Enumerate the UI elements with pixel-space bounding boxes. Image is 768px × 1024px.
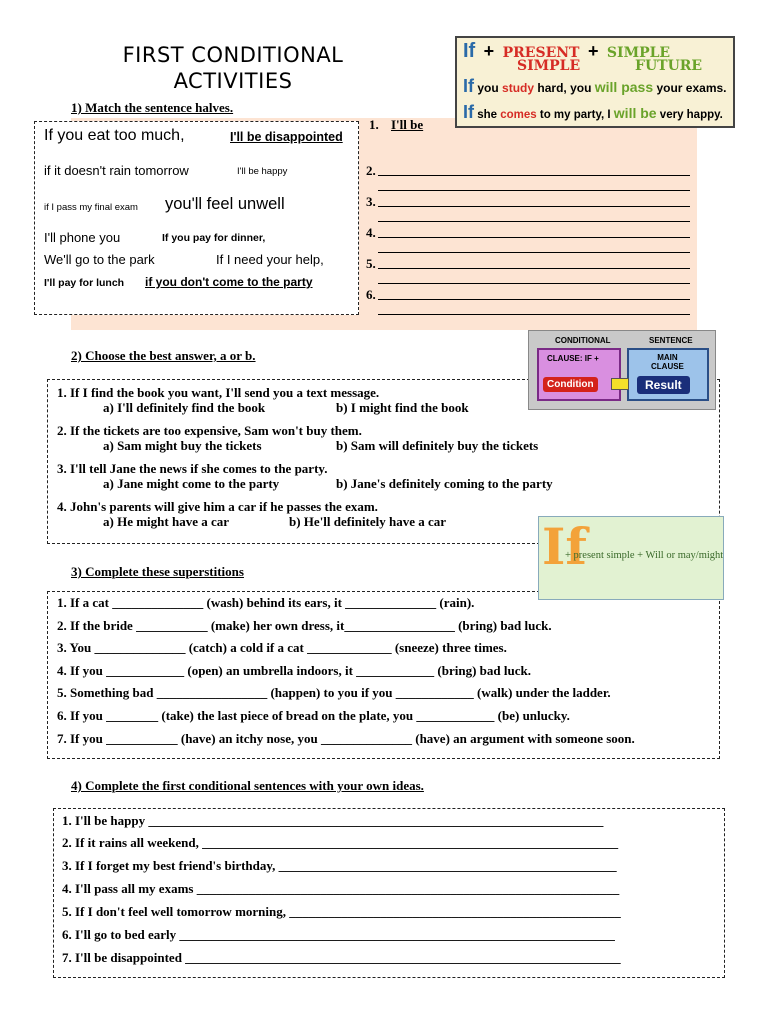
- question: 1. If I find the book you want, I'll send you a text message.: [57, 385, 380, 400]
- section2-heading: 2) Choose the best answer, a or b.: [71, 348, 256, 363]
- question: 2. If the tickets are too expensive, Sam won't buy them.: [57, 423, 362, 438]
- answer-label: 1.: [369, 117, 379, 132]
- match-item: if it doesn't rain tomorrow: [44, 163, 189, 178]
- title-line-2: ACTIVITIES: [173, 69, 293, 93]
- title-line-1: FIRST CONDITIONAL: [122, 43, 344, 67]
- answer-label: 5.: [366, 256, 376, 271]
- answer-line[interactable]: [378, 190, 690, 191]
- match-item: if I pass my final exam: [44, 202, 138, 213]
- answer-line[interactable]: [378, 221, 690, 222]
- completion-item[interactable]: 3. If I forget my best friend's birthday, ____________________________________________________: [62, 858, 617, 873]
- superstition-item: 3. You ______________ (catch) a cold if a cat _____________ (sneeze) three times.: [57, 640, 507, 655]
- answer-line[interactable]: [378, 252, 690, 253]
- completion-item[interactable]: 5. If I don't feel well tomorrow morning, ___________________________________________________: [62, 904, 621, 919]
- answer-label: 4.: [366, 225, 376, 240]
- answer-line[interactable]: [378, 237, 690, 238]
- answer-line[interactable]: [378, 175, 690, 176]
- option-a[interactable]: a) He might have a car: [103, 514, 230, 529]
- option-a[interactable]: a) Jane might come to the party: [103, 476, 280, 491]
- match-item: I'll pay for lunch: [44, 277, 125, 289]
- section3-heading: 3) Complete these superstitions: [71, 564, 244, 579]
- match-item: you'll feel unwell: [165, 195, 285, 213]
- match-item: We'll go to the park: [44, 252, 155, 267]
- match-item: If you eat too much,: [44, 127, 185, 144]
- superstition-item: 6. If you ________ (take) the last piece of bread on the plate, you ____________ (be) unlucky.: [57, 708, 570, 723]
- superstition-item: 2. If the bride ___________ (make) her own dress, it_________________ (bring) bad luck.: [57, 618, 552, 633]
- formula-if: If: [463, 40, 476, 62]
- match-item: If I need your help,: [216, 252, 324, 267]
- completion-item[interactable]: 7. I'll be disappointed ___________________________________________________________________: [62, 950, 621, 965]
- question: 4. John's parents will give him a car if he passes the exam.: [57, 499, 378, 514]
- completion-item[interactable]: 2. If it rains all weekend, ________________________________________________________________: [62, 835, 619, 850]
- match-item: I'll be happy: [237, 166, 288, 177]
- match-item: I'll be disappointed: [230, 130, 343, 144]
- rule-text: + present simple + Will or may/might: [565, 550, 724, 561]
- rule-image: [538, 516, 724, 600]
- completion-item[interactable]: 1. I'll be happy ______________________________________________________________________: [62, 813, 604, 828]
- superstition-item: 7. If you ___________ (have) an itchy nose, you ______________ (have) an argument with someone soon.: [57, 731, 635, 746]
- superstition-item: 1. If a cat ______________ (wash) behind its ears, it ______________ (rain).: [57, 595, 475, 610]
- option-b[interactable]: b) He'll definitely have a car: [289, 514, 447, 529]
- option-b[interactable]: b) I might find the book: [336, 400, 469, 415]
- superstition-item: 5. Something bad _________________ (happen) to you if you ____________ (walk) under the ladder.: [57, 685, 611, 700]
- formula-image: If + PRESENT + SIMPLE SIMPLE FUTURE If you study hard, you will pass your exams. If she comes to my party, I will be very happy.: [455, 36, 735, 128]
- match-item: I'll phone you: [44, 230, 121, 245]
- match-item: If you pay for dinner,: [162, 232, 266, 244]
- answer-label: 6.: [366, 287, 376, 302]
- section1-heading: 1) Match the sentence halves.: [71, 100, 234, 115]
- answer-line[interactable]: [378, 206, 690, 207]
- section4-heading: 4) Complete the first conditional sentences with your own ideas.: [71, 778, 424, 793]
- page-title: [88, 42, 378, 94]
- question: 3. I'll tell Jane the news if she comes to the party.: [57, 461, 328, 476]
- superstition-item: 4. If you ____________ (open) an umbrella indoors, it ____________ (bring) bad luck.: [57, 663, 531, 678]
- match-box: [34, 121, 359, 315]
- answer-line[interactable]: [378, 314, 690, 315]
- option-b[interactable]: b) Sam will definitely buy the tickets: [336, 438, 539, 453]
- answer-line[interactable]: [378, 283, 690, 284]
- option-a[interactable]: a) Sam might buy the tickets: [103, 438, 262, 453]
- if-logo: If: [542, 517, 587, 576]
- main-clause-box: MAIN CLAUSE Result: [627, 348, 709, 401]
- condition-label: Condition: [543, 377, 598, 392]
- match-item: if you don't come to the party: [145, 275, 313, 289]
- answer-line[interactable]: [378, 299, 690, 300]
- option-a[interactable]: a) I'll definitely find the book: [103, 400, 266, 415]
- arrow-icon: [611, 378, 629, 390]
- condition-clause-box: CLAUSE: IF + Condition: [537, 348, 621, 401]
- conditional-diagram: CONDITIONAL SENTENCE CLAUSE: IF + Condition MAIN CLAUSE Result: [528, 330, 716, 410]
- completion-item[interactable]: 6. I'll go to bed early ___________________________________________________________________: [62, 927, 615, 942]
- completion-item[interactable]: 4. I'll pass all my exams _________________________________________________________________: [62, 881, 620, 896]
- answer-label: 3.: [366, 194, 376, 209]
- option-b[interactable]: b) Jane's definitely coming to the party: [336, 476, 553, 491]
- result-label: Result: [637, 376, 690, 394]
- answer-line[interactable]: [378, 268, 690, 269]
- answer-label: 2.: [366, 163, 376, 178]
- answer-example: I'll be: [391, 117, 424, 132]
